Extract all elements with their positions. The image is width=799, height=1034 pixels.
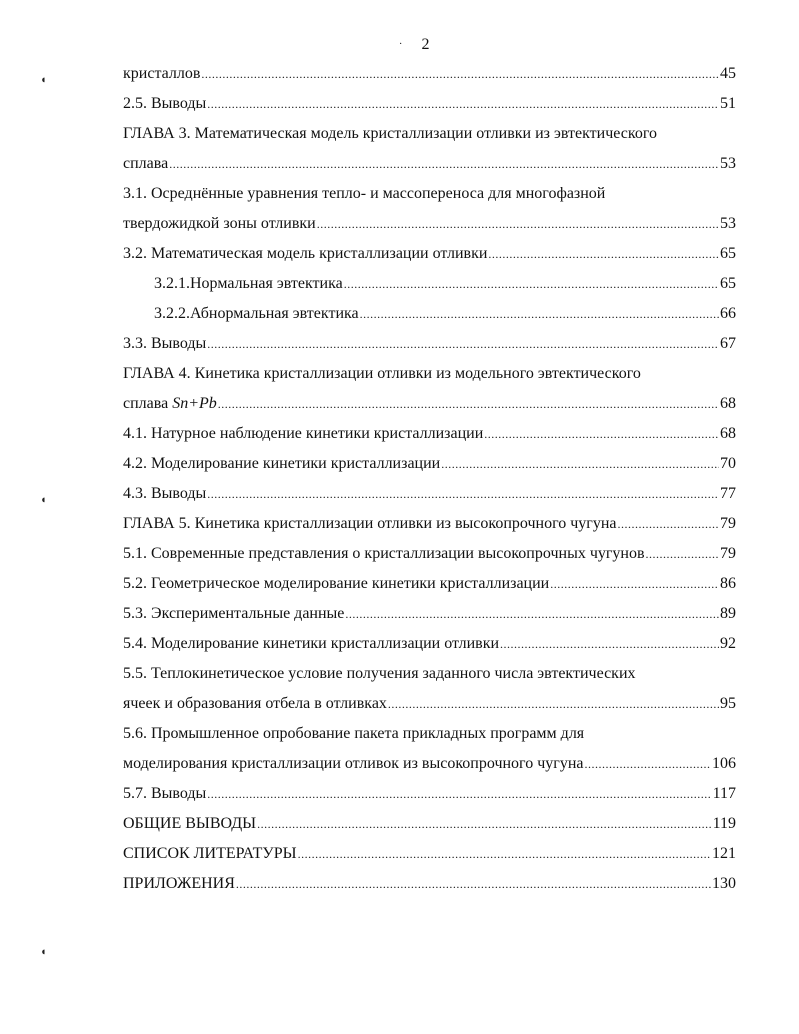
toc-entry: [123, 844, 736, 864]
toc-entry: [123, 604, 736, 624]
toc-entry: [123, 184, 736, 204]
dot-leader: [257, 814, 711, 834]
toc-entry-page: 77: [720, 485, 736, 502]
toc-entry: [154, 304, 736, 324]
toc-entry-label: твердожидкой зоны отливки: [123, 215, 316, 232]
toc-entry-label: 5.3. Экспериментальные данные: [123, 605, 345, 622]
dot-leader: [298, 844, 711, 864]
toc-entry-label: 3.2.2.Абнормальная эвтектика: [154, 305, 359, 322]
toc-entry: [123, 514, 736, 534]
toc-entry-page: 70: [720, 455, 736, 472]
toc-entry-page: 79: [720, 515, 736, 532]
page-number-text: 2: [421, 36, 430, 53]
toc-entry: [123, 754, 736, 774]
toc-entry-page: 106: [712, 755, 736, 772]
toc-entry: [123, 784, 736, 804]
binding-hole-mark: ◖: [40, 946, 47, 958]
dot-leader: [360, 304, 719, 324]
toc-entry-label: ГЛАВА 4. Кинетика кристаллизации отливки из модельного эвтектического: [123, 365, 641, 382]
toc-entry: [123, 634, 736, 654]
page-number: [0, 36, 799, 54]
dot-leader: [488, 244, 719, 264]
toc-entry-label: 4.2. Моделирование кинетики кристаллизации: [123, 455, 441, 472]
dot-leader: [441, 454, 719, 474]
toc-entry-page: 79: [720, 545, 736, 562]
dot-leader: [584, 754, 711, 774]
toc-entry-label: сплава: [123, 155, 169, 172]
toc-entry-label: моделирования кристаллизации отливок из высокопрочного чугуна: [123, 755, 584, 772]
toc-entry: [123, 214, 736, 234]
dot-leader: [484, 424, 719, 444]
toc-entry: [123, 124, 736, 144]
toc-entry-label: 4.3. Выводы: [123, 485, 207, 502]
toc-entry: [154, 274, 736, 294]
toc-entry-page: 68: [720, 425, 736, 442]
toc-entry: [123, 544, 736, 564]
toc-entry: [123, 154, 736, 174]
toc-entry-page: 130: [712, 875, 736, 892]
dot-leader: [550, 574, 719, 594]
toc-entry: [123, 64, 736, 84]
toc-entry: [123, 874, 736, 894]
toc-entry-page: 68: [720, 395, 736, 412]
dot-leader: [201, 64, 719, 84]
toc-entry-page: 65: [720, 275, 736, 292]
toc-entry-page: 89: [720, 605, 736, 622]
toc-entry: [123, 94, 736, 114]
toc-entry-page: 95: [720, 695, 736, 712]
toc-entry-page: 53: [720, 155, 736, 172]
toc-entry-page: 45: [720, 65, 736, 82]
scan-dot: ·: [399, 39, 403, 50]
toc-entry-label: ПРИЛОЖЕНИЯ: [123, 875, 235, 892]
toc-entry-page: 65: [720, 245, 736, 262]
dot-leader: [207, 334, 719, 354]
dot-leader: [646, 544, 719, 564]
binding-hole-mark: ◖: [40, 74, 47, 86]
toc-entry: [123, 454, 736, 474]
toc-entry-page: 92: [720, 635, 736, 652]
toc-entry-label: 5.7. Выводы: [123, 785, 207, 802]
toc-entry: [123, 394, 736, 414]
dot-leader: [207, 94, 719, 114]
toc-entry-label: 3.2. Математическая модель кристаллизации отливки: [123, 245, 488, 262]
dot-leader: [345, 604, 719, 624]
toc-entry-label: 5.5. Теплокинетическое условие получения заданного числа эвтектических: [123, 665, 636, 682]
dot-leader: [218, 394, 719, 414]
toc-entry-label: СПИСОК ЛИТЕРАТУРЫ: [123, 845, 297, 862]
toc-entry-label: ГЛАВА 5. Кинетика кристаллизации отливки из высокопрочного чугуна: [123, 515, 617, 532]
toc-entry-page: 53: [720, 215, 736, 232]
toc-entry: [123, 814, 736, 834]
toc-entry-label: ГЛАВА 3. Математическая модель кристаллизации отливки из эвтектического: [123, 125, 657, 142]
toc-entry-label: 4.1. Натурное наблюдение кинетики кристаллизации: [123, 425, 484, 442]
toc-entry: [123, 484, 736, 504]
toc-entry-page: 117: [712, 785, 736, 802]
toc-entry-label: 3.1. Осреднённые уравнения тепло- и массопереноса для многофазной: [123, 185, 606, 202]
toc-entry-label: 2.5. Выводы: [123, 95, 207, 112]
toc-entry-label: 5.6. Промышленное опробование пакета прикладных программ для: [123, 725, 585, 742]
toc-entry-label: кристаллов: [123, 65, 201, 82]
binding-hole-mark: ◖: [40, 494, 47, 506]
toc-entry-label: ОБЩИЕ ВЫВОДЫ: [123, 815, 257, 832]
toc-entry-page: 119: [712, 815, 736, 832]
toc-entry-page: 121: [712, 845, 736, 862]
toc-entry-page: 86: [720, 575, 736, 592]
toc-entry: [123, 724, 736, 744]
toc-entry-label: сплава Sn+Pb: [123, 395, 217, 412]
toc-entry: [123, 664, 736, 684]
toc-entry-label: ячеек и образования отбела в отливках: [123, 695, 387, 712]
toc-entry: [123, 694, 736, 714]
toc-entry-page: 51: [720, 95, 736, 112]
dot-leader: [207, 784, 711, 804]
toc-entry-label: 3.2.1.Нормальная эвтектика: [154, 275, 343, 292]
toc-entry: [123, 364, 736, 384]
dot-leader: [169, 154, 719, 174]
toc-entry-page: 66: [720, 305, 736, 322]
dot-leader: [236, 874, 711, 894]
dot-leader: [388, 694, 719, 714]
toc-entry-label: 5.1. Современные представления о кристаллизации высокопрочных чугунов: [123, 545, 645, 562]
toc-entry-page: 67: [720, 335, 736, 352]
toc-entry: [123, 574, 736, 594]
toc-entry: [123, 424, 736, 444]
dot-leader: [344, 274, 719, 294]
toc-entry-label: 5.4. Моделирование кинетики кристаллизации отливки: [123, 635, 500, 652]
dot-leader: [500, 634, 719, 654]
toc-entry-label: 5.2. Геометрическое моделирование кинетики кристаллизации: [123, 575, 550, 592]
dot-leader: [618, 514, 719, 534]
toc-entry: [123, 244, 736, 264]
toc-entry: [123, 334, 736, 354]
toc-entry-label: 3.3. Выводы: [123, 335, 207, 352]
dot-leader: [207, 484, 719, 504]
dot-leader: [317, 214, 719, 234]
